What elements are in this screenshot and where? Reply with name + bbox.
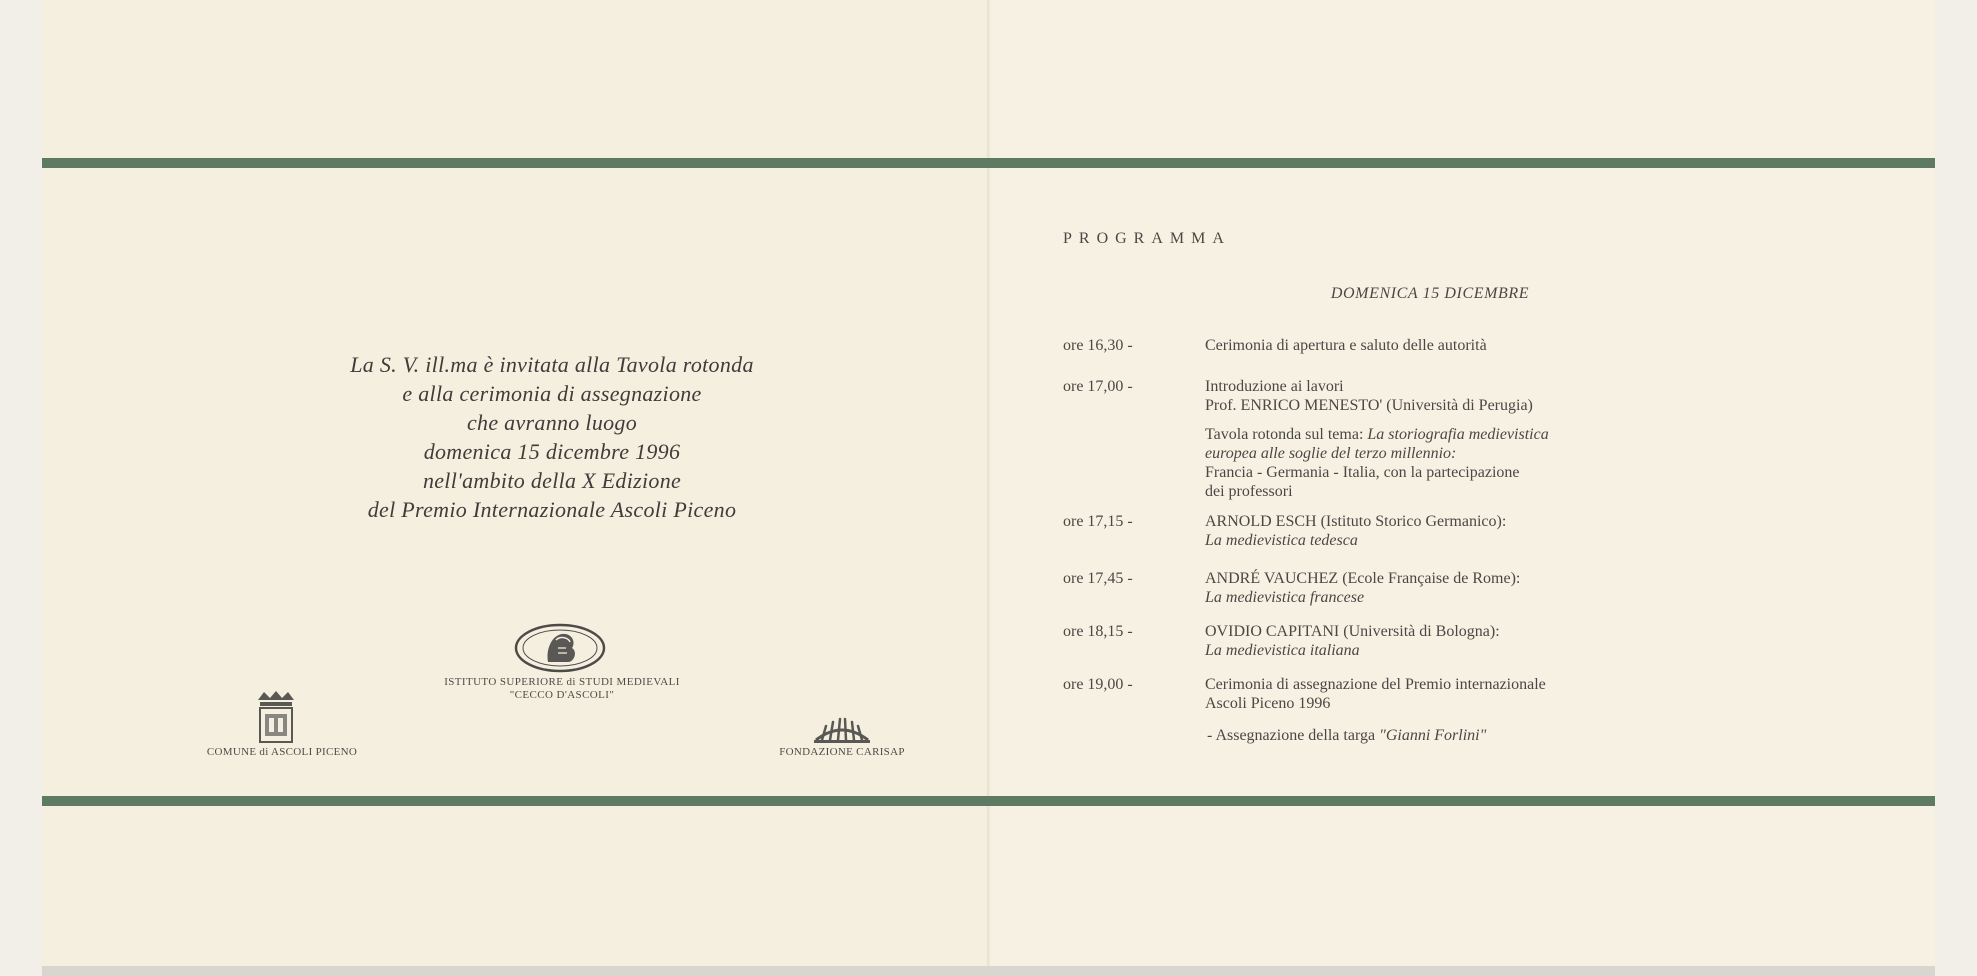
istituto-line: ISTITUTO SUPERIORE di STUDI MEDIEVALI [444,676,680,688]
istituto-seal-icon [512,622,608,674]
schedule-time: ore 16,30 - [1063,337,1133,354]
schedule-line: ANDRÉ VAUCHEZ (Ecole Française de Rome): [1205,570,1521,587]
bottom-green-band [42,796,1935,806]
istituto-line: "CECCO D'ASCOLI" [509,689,615,701]
comune-crest-icon [254,690,298,744]
invitation-line: La S. V. ill.ma è invitata alla Tavola rotonda [350,352,754,377]
programma-title: PROGRAMMA [1063,230,1231,247]
schedule-desc [1207,726,1867,745]
left-panel [42,0,987,966]
invitation-text [192,350,912,524]
invitation-line: domenica 15 dicembre 1996 [423,439,681,464]
schedule-line: dei professori [1205,483,1293,500]
schedule-line: La medievistica italiana [1205,642,1360,659]
schedule-line-text: - Assegnazione della targa [1207,727,1380,744]
invitation-line: che avranno luogo [466,410,638,435]
schedule-line-text: Tavola rotonda sul tema: [1205,426,1368,443]
schedule-line: Introduzione ai lavori [1205,378,1344,395]
fold-line [987,0,991,966]
invitation-line: e alla cerimonia di assegnazione [402,381,702,406]
schedule-line: Cerimonia di apertura e saluto delle autorità [1205,337,1487,354]
schedule-desc [1205,336,1865,355]
page-bottom-edge [42,966,1935,976]
schedule-line: Cerimonia di assegnazione del Premio internazionale [1205,676,1546,693]
invitation-line: del Premio Internazionale Ascoli Piceno [367,497,737,522]
carisap-logo-icon [812,716,872,744]
programma-day: DOMENICA 15 DICEMBRE [1330,285,1530,302]
fondazione-label: FONDAZIONE CARISAP [779,746,905,758]
schedule-line [1205,425,1865,444]
schedule-time: ore 17,45 - [1063,570,1133,587]
schedule-line: Ascoli Piceno 1996 [1205,695,1331,712]
schedule-time: ore 18,15 - [1063,623,1133,640]
schedule-topic: La storiografia medievistica [1367,426,1549,443]
schedule-desc [1205,675,1865,713]
schedule-line: Francia - Germania - Italia, con la partecipazione [1205,464,1520,481]
schedule-line: europea alle soglie del terzo millennio: [1205,445,1457,462]
schedule-desc [1205,569,1865,607]
schedule-desc [1205,425,1865,501]
schedule-line: ARNOLD ESCH (Istituto Storico Germanico): [1205,513,1507,530]
schedule-desc [1205,512,1865,550]
schedule-line: La medievistica francese [1205,589,1365,606]
invitation-line: nell'ambito della X Edizione [422,468,682,493]
schedule-line: La medievistica tedesca [1205,532,1358,549]
comune-label: COMUNE di ASCOLI PICENO [206,746,358,758]
schedule-line [1207,726,1867,745]
istituto-name [352,676,772,702]
schedule-line: OVIDIO CAPITANI (Università di Bologna): [1205,623,1500,640]
schedule-line: Prof. ENRICO MENESTO' (Università di Perugia) [1205,397,1533,414]
award-name: "Gianni Forlini" [1379,727,1487,744]
schedule-desc [1205,622,1865,660]
schedule-time: ore 17,15 - [1063,513,1133,530]
schedule-desc [1205,377,1865,415]
top-green-band [42,158,1935,168]
schedule-time: ore 17,00 - [1063,378,1133,395]
schedule-time: ore 19,00 - [1063,676,1133,693]
